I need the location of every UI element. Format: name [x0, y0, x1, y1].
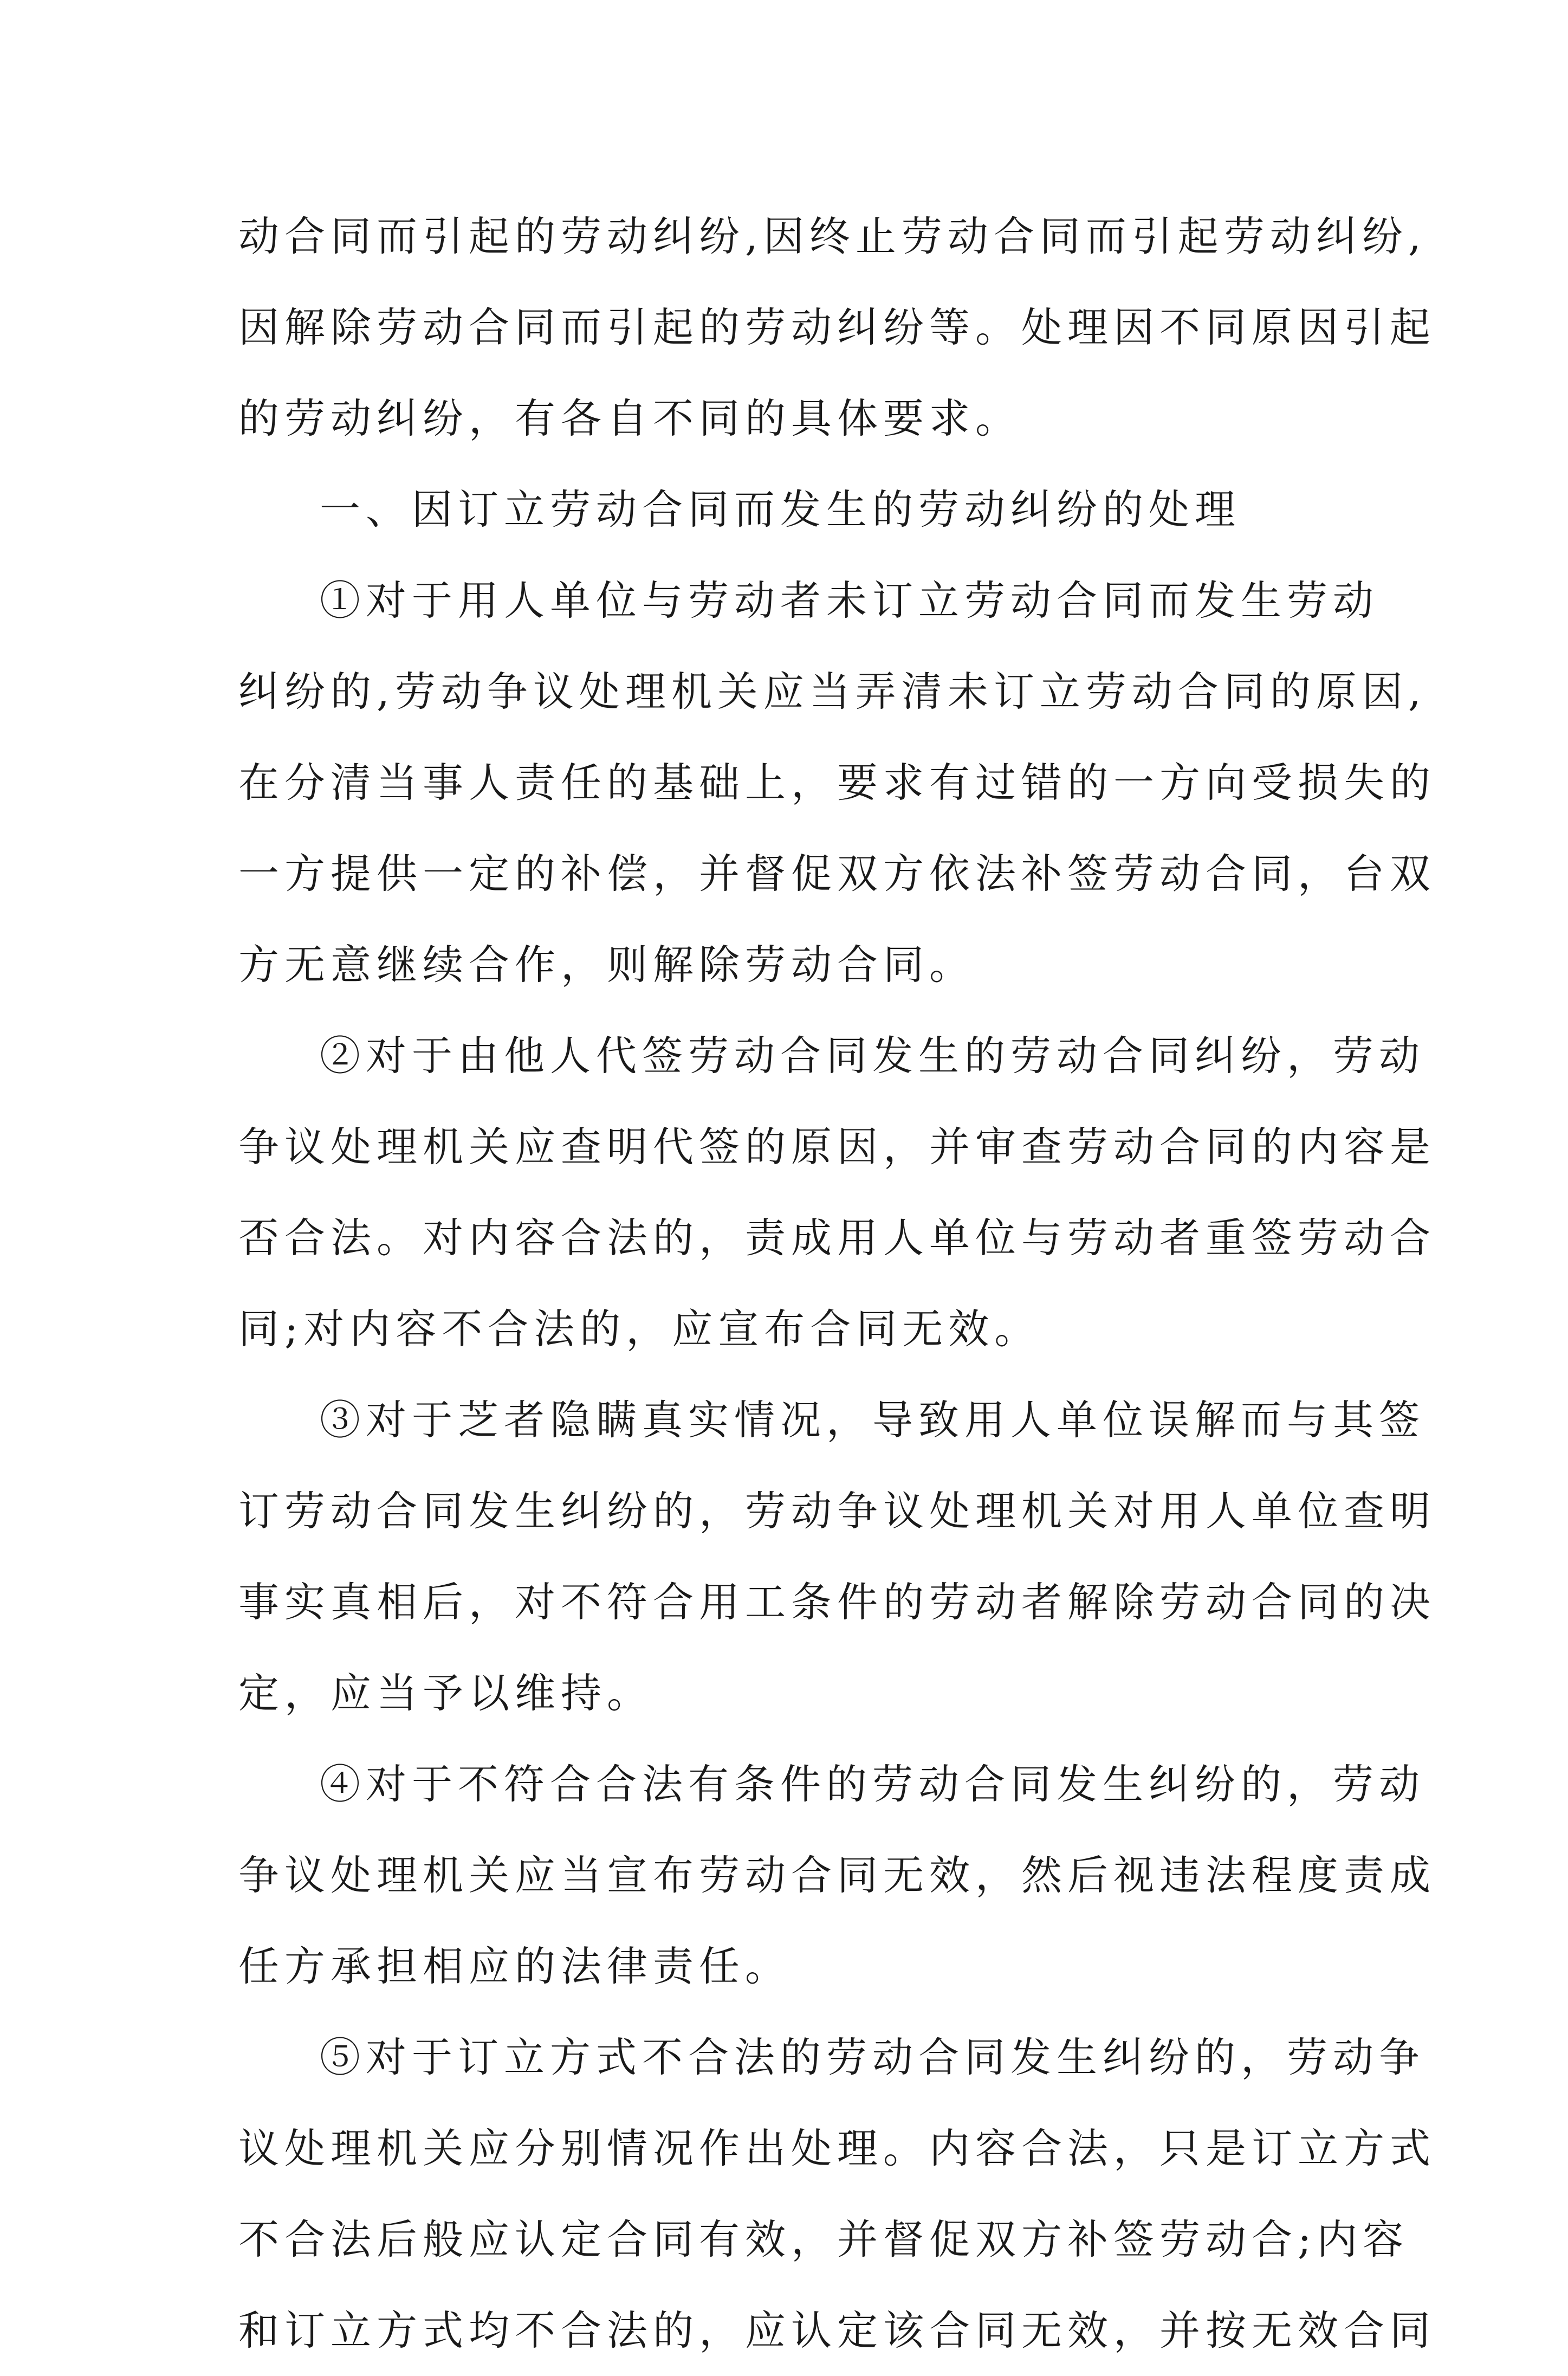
section-heading: 一、因订立劳动合同而发生的劳动纠纷的处理	[320, 486, 1241, 533]
text-line: 和订立方式均不合法的，应认定该合同无效，并按无效合同	[238, 2307, 1436, 2354]
text-line: 定，应当予以维持。	[238, 1669, 653, 1717]
text-line: 因解除劳动合同而引起的劳动纠纷等。处理因不同原因引起	[238, 304, 1436, 351]
text-line: 事实真相后，对不符合用工条件的劳动者解除劳动合同的决	[238, 1578, 1436, 1626]
text-line: 方无意继续合作，则解除劳动合同。	[238, 941, 976, 989]
text-line: ⑤对于订立方式不合法的劳动合同发生纠纷的，劳动争	[320, 2033, 1426, 2081]
text-line: ①对于用人单位与劳动者未订立劳动合同而发生劳动	[320, 577, 1379, 624]
body-text	[238, 191, 1436, 2376]
text-line: 不合法后般应认定合同有效，并督促双方补签劳动合;内容	[238, 2216, 1409, 2263]
text-line: ③对于芝者隐瞒真实情况，导致用人单位误解而与其签	[320, 1396, 1426, 1444]
text-line: 议处理机关应分别情况作出处理。内容合法，只是订立方式	[238, 2125, 1436, 2172]
text-line: 否合法。对内容合法的，责成用人单位与劳动者重签劳动合	[238, 1214, 1436, 1262]
text-line: 的劳动纠纷，有各自不同的具体要求。	[238, 395, 1022, 442]
text-line: 动合同而引起的劳动纠纷,因终止劳动合同而引起劳动纠纷,	[238, 212, 1427, 260]
text-line: ②对于由他人代签劳动合同发生的劳动合同纠纷，劳动	[320, 1032, 1426, 1080]
text-line: 纠纷的,劳动争议处理机关应当弄清未订立劳动合同的原因,	[238, 668, 1427, 715]
text-line: 争议处理机关应查明代签的原因，并审查劳动合同的内容是	[238, 1123, 1436, 1171]
text-line: 任方承担相应的法律责任。	[238, 1942, 792, 1990]
text-line: 争议处理机关应当宣布劳动合同无效，然后视违法程度责成	[238, 1851, 1436, 1899]
text-line: ④对于不符合合法有条件的劳动合同发生纠纷的，劳动	[320, 1760, 1426, 1808]
text-line: 订劳动合同发生纠纷的，劳动争议处理机关对用人单位查明	[238, 1487, 1436, 1535]
text-line: 同;对内容不合法的，应宣布合同无效。	[238, 1305, 1041, 1353]
text-line: 在分清当事人责任的基础上，要求有过错的一方向受损失的	[238, 759, 1436, 806]
text-line: 一方提供一定的补偿，并督促双方依法补签劳动合同，台双	[238, 850, 1436, 898]
